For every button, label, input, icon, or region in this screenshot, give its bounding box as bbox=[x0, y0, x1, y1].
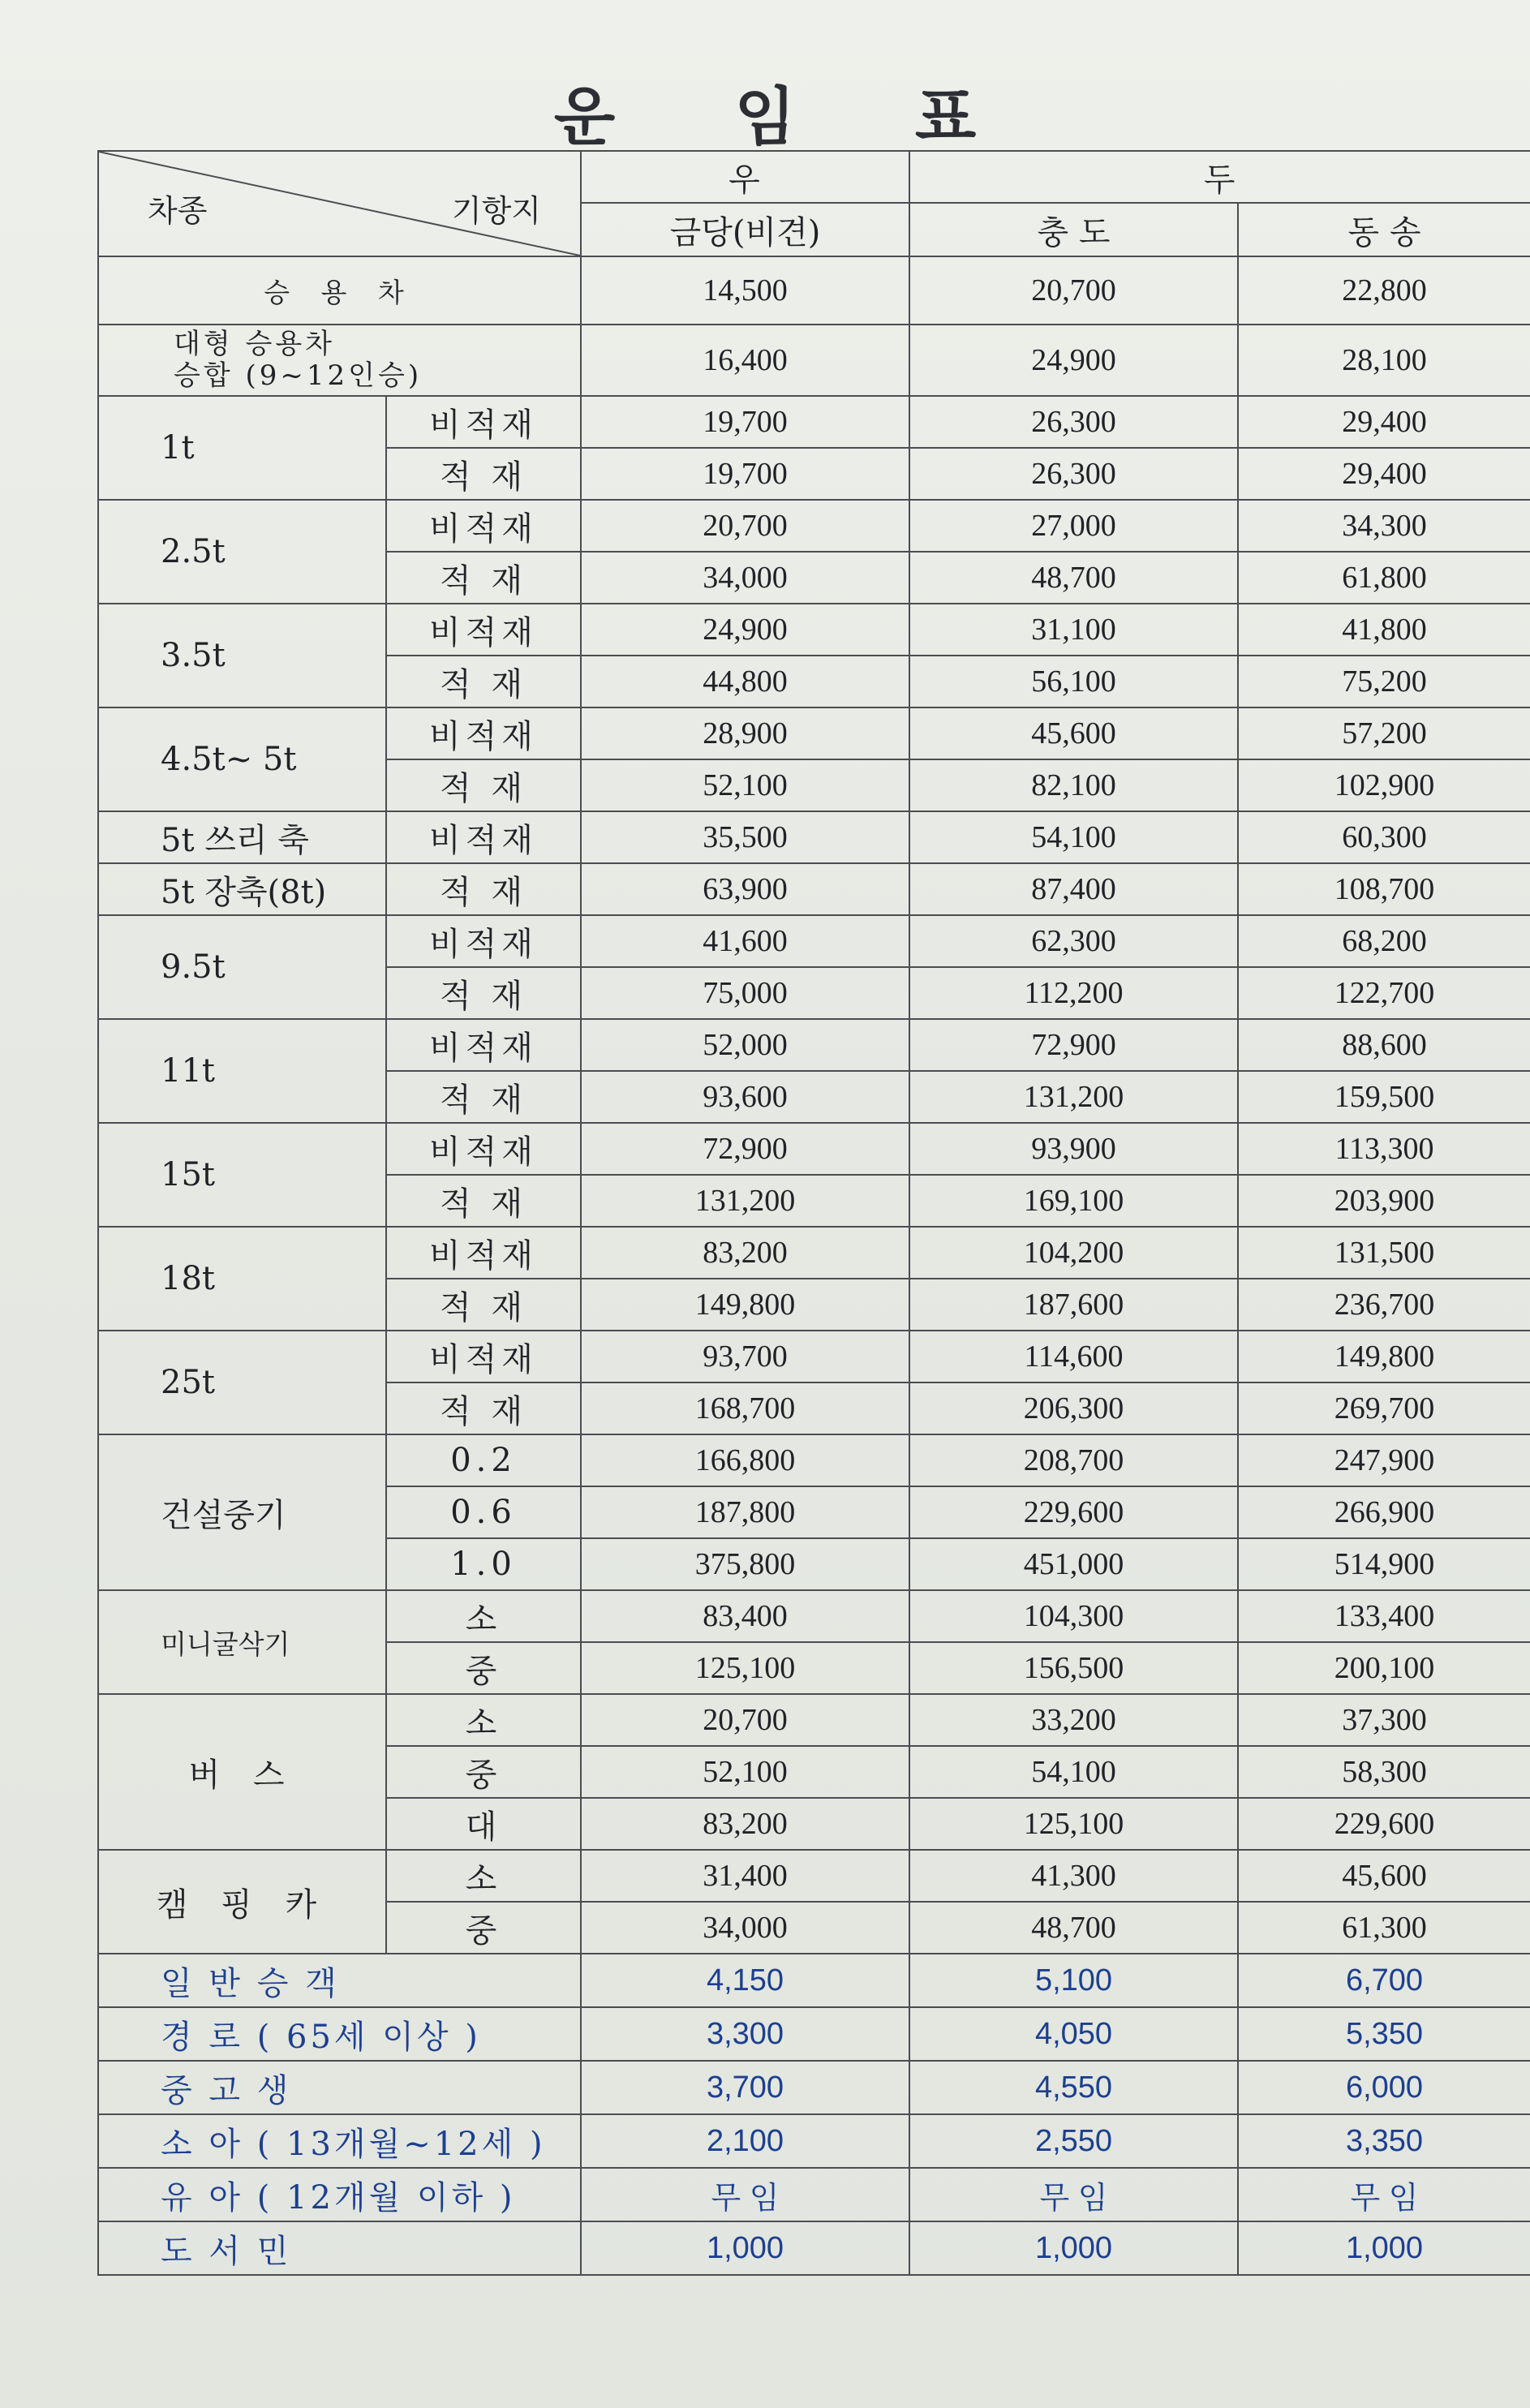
vehicle-type: 캠 핑 카 bbox=[98, 1850, 386, 1954]
fare-value: 19,700 bbox=[581, 396, 909, 448]
load-type: 비적재 bbox=[386, 1123, 581, 1175]
passenger-fare: 6,000 bbox=[1238, 2061, 1530, 2114]
fare-value: 52,100 bbox=[581, 759, 909, 811]
passenger-fare: 1,000 bbox=[1238, 2221, 1530, 2275]
fare-value: 22,800 bbox=[1238, 256, 1530, 325]
fare-value: 156,500 bbox=[909, 1642, 1238, 1694]
vehicle-type: 1t bbox=[98, 396, 386, 500]
fare-value: 41,600 bbox=[581, 915, 909, 967]
fare-value: 20,700 bbox=[581, 500, 909, 552]
fare-value: 269,700 bbox=[1238, 1382, 1530, 1434]
fare-value: 83,400 bbox=[581, 1590, 909, 1642]
destination-header: 금당(비견) bbox=[581, 203, 909, 256]
table-row bbox=[98, 256, 1530, 325]
fare-value: 229,600 bbox=[1238, 1798, 1530, 1850]
vehicle-type: 5t 장축(8t) bbox=[98, 863, 386, 915]
passenger-row bbox=[98, 2061, 1530, 2114]
page-title: 운 임 표 bbox=[553, 80, 977, 154]
load-type: 중 bbox=[386, 1746, 581, 1798]
load-type: 중 bbox=[386, 1902, 581, 1954]
table-row bbox=[98, 325, 1530, 396]
table-row bbox=[98, 1434, 1530, 1486]
fare-value: 83,200 bbox=[581, 1798, 909, 1850]
load-type: 비적재 bbox=[386, 500, 581, 552]
vehicle-type-label: 차종 bbox=[148, 193, 208, 229]
fare-value: 247,900 bbox=[1238, 1434, 1530, 1486]
fare-value: 149,800 bbox=[581, 1279, 909, 1331]
table-row bbox=[98, 500, 1530, 552]
table-row bbox=[98, 1123, 1530, 1175]
fare-value: 33,200 bbox=[909, 1694, 1238, 1746]
fare-value: 169,100 bbox=[909, 1175, 1238, 1227]
table-row bbox=[98, 707, 1530, 759]
vehicle-type-line: 대형 승용차 bbox=[174, 327, 336, 360]
fare-value: 29,400 bbox=[1238, 448, 1530, 500]
fare-value: 102,900 bbox=[1238, 759, 1530, 811]
table-row bbox=[98, 604, 1530, 656]
load-type: 비적재 bbox=[386, 1227, 581, 1279]
vehicle-type: 18t bbox=[98, 1227, 386, 1331]
group-header-right: 두 bbox=[909, 151, 1530, 203]
fare-table bbox=[97, 150, 1530, 2276]
load-type: 대 bbox=[386, 1798, 581, 1850]
fare-value: 68,200 bbox=[1238, 915, 1530, 967]
passenger-type: 유 아 ( 12개월 이하 ) bbox=[98, 2168, 581, 2221]
fare-value: 266,900 bbox=[1238, 1486, 1530, 1538]
passenger-fare-rows bbox=[98, 1954, 1530, 2275]
fare-value: 34,000 bbox=[581, 1902, 909, 1954]
vehicle-type: 건설중기 bbox=[98, 1434, 386, 1590]
vehicle-fare-rows bbox=[98, 256, 1530, 1954]
port-label: 기항지 bbox=[451, 193, 541, 229]
fare-value: 166,800 bbox=[581, 1434, 909, 1486]
fare-value: 112,200 bbox=[909, 967, 1238, 1019]
passenger-fare: 무 임 bbox=[1238, 2168, 1530, 2221]
fare-value: 58,300 bbox=[1238, 1746, 1530, 1798]
fare-value: 52,100 bbox=[581, 1746, 909, 1798]
fare-value: 27,000 bbox=[909, 500, 1238, 552]
fare-value: 54,100 bbox=[909, 811, 1238, 863]
header-corner bbox=[98, 151, 581, 256]
fare-value: 61,800 bbox=[1238, 552, 1530, 604]
passenger-type: 중 고 생 bbox=[98, 2061, 581, 2114]
fare-value: 34,300 bbox=[1238, 500, 1530, 552]
load-type: 적 재 bbox=[386, 1071, 581, 1123]
group-header-left: 우 bbox=[581, 151, 909, 203]
fare-value: 45,600 bbox=[1238, 1850, 1530, 1902]
fare-value: 34,000 bbox=[581, 552, 909, 604]
load-type: 비적재 bbox=[386, 707, 581, 759]
passenger-type: 일 반 승 객 bbox=[98, 1954, 581, 2007]
table-row bbox=[98, 1019, 1530, 1071]
fare-value: 206,300 bbox=[909, 1382, 1238, 1434]
fare-value: 451,000 bbox=[909, 1538, 1238, 1590]
passenger-fare: 3,700 bbox=[581, 2061, 909, 2114]
passenger-fare: 4,150 bbox=[581, 1954, 909, 2007]
fare-value: 88,600 bbox=[1238, 1019, 1530, 1071]
fare-value: 63,900 bbox=[581, 863, 909, 915]
fare-value: 20,700 bbox=[909, 256, 1238, 325]
load-type: 1.0 bbox=[386, 1538, 581, 1590]
fare-value: 131,200 bbox=[909, 1071, 1238, 1123]
passenger-row bbox=[98, 2221, 1530, 2275]
destination-header: 동 송 bbox=[1238, 203, 1530, 256]
fare-value: 375,800 bbox=[581, 1538, 909, 1590]
fare-value: 125,100 bbox=[581, 1642, 909, 1694]
fare-value: 114,600 bbox=[909, 1331, 1238, 1382]
vehicle-type-line: 승합 (9~12인승) bbox=[174, 359, 423, 392]
load-type: 적 재 bbox=[386, 759, 581, 811]
fare-value: 19,700 bbox=[581, 448, 909, 500]
fare-value: 72,900 bbox=[909, 1019, 1238, 1071]
table-row bbox=[98, 1694, 1530, 1746]
fare-value: 159,500 bbox=[1238, 1071, 1530, 1123]
table-row bbox=[98, 1590, 1530, 1642]
fare-value: 28,900 bbox=[581, 707, 909, 759]
load-type: 비적재 bbox=[386, 1331, 581, 1382]
vehicle-type: 버 스 bbox=[98, 1694, 386, 1850]
vehicle-type: 25t bbox=[98, 1331, 386, 1434]
fare-value: 16,400 bbox=[581, 325, 909, 396]
fare-value: 60,300 bbox=[1238, 811, 1530, 863]
fare-value: 61,300 bbox=[1238, 1902, 1530, 1954]
fare-value: 54,100 bbox=[909, 1746, 1238, 1798]
table-row bbox=[98, 811, 1530, 863]
passenger-type: 도 서 민 bbox=[98, 2221, 581, 2275]
load-type: 0.2 bbox=[386, 1434, 581, 1486]
passenger-type: 경 로 ( 65세 이상 ) bbox=[98, 2007, 581, 2061]
load-type: 적 재 bbox=[386, 1175, 581, 1227]
fare-value: 20,700 bbox=[581, 1694, 909, 1746]
fare-value: 48,700 bbox=[909, 1902, 1238, 1954]
fare-value: 113,300 bbox=[1238, 1123, 1530, 1175]
fare-value: 93,700 bbox=[581, 1331, 909, 1382]
passenger-fare: 2,550 bbox=[909, 2114, 1238, 2168]
fare-value: 41,300 bbox=[909, 1850, 1238, 1902]
fare-value: 28,100 bbox=[1238, 325, 1530, 396]
passenger-fare: 3,350 bbox=[1238, 2114, 1530, 2168]
fare-value: 125,100 bbox=[909, 1798, 1238, 1850]
table-row bbox=[98, 863, 1530, 915]
passenger-fare: 4,550 bbox=[909, 2061, 1238, 2114]
fare-value: 44,800 bbox=[581, 656, 909, 707]
fare-value: 208,700 bbox=[909, 1434, 1238, 1486]
fare-value: 26,300 bbox=[909, 396, 1238, 448]
vehicle-type: 11t bbox=[98, 1019, 386, 1123]
load-type: 소 bbox=[386, 1590, 581, 1642]
fare-value: 203,900 bbox=[1238, 1175, 1530, 1227]
fare-value: 31,400 bbox=[581, 1850, 909, 1902]
fare-value: 131,200 bbox=[581, 1175, 909, 1227]
load-type: 비적재 bbox=[386, 1019, 581, 1071]
fare-value: 75,000 bbox=[581, 967, 909, 1019]
passenger-fare: 6,700 bbox=[1238, 1954, 1530, 2007]
passenger-fare: 무 임 bbox=[909, 2168, 1238, 2221]
fare-value: 514,900 bbox=[1238, 1538, 1530, 1590]
fare-value: 229,600 bbox=[909, 1486, 1238, 1538]
load-type: 비적재 bbox=[386, 915, 581, 967]
load-type: 비적재 bbox=[386, 811, 581, 863]
vehicle-type: 15t bbox=[98, 1123, 386, 1227]
fare-value: 122,700 bbox=[1238, 967, 1530, 1019]
load-type: 비적재 bbox=[386, 604, 581, 656]
fare-value: 62,300 bbox=[909, 915, 1238, 967]
passenger-fare: 1,000 bbox=[909, 2221, 1238, 2275]
fare-value: 200,100 bbox=[1238, 1642, 1530, 1694]
vehicle-type: 미니굴삭기 bbox=[98, 1590, 386, 1694]
fare-value: 72,900 bbox=[581, 1123, 909, 1175]
fare-value: 24,900 bbox=[581, 604, 909, 656]
fare-value: 37,300 bbox=[1238, 1694, 1530, 1746]
fare-value: 48,700 bbox=[909, 552, 1238, 604]
fare-value: 187,800 bbox=[581, 1486, 909, 1538]
passenger-row bbox=[98, 2007, 1530, 2061]
destination-header: 충 도 bbox=[909, 203, 1238, 256]
passenger-fare: 1,000 bbox=[581, 2221, 909, 2275]
fare-value: 168,700 bbox=[581, 1382, 909, 1434]
fare-value: 93,600 bbox=[581, 1071, 909, 1123]
vehicle-type: 4.5t~ 5t bbox=[98, 707, 386, 811]
vehicle-type bbox=[98, 325, 581, 396]
passenger-type: 소 아 ( 13개월~12세 ) bbox=[98, 2114, 581, 2168]
passenger-row bbox=[98, 2168, 1530, 2221]
vehicle-type: 5t 쓰리 축 bbox=[98, 811, 386, 863]
table-row bbox=[98, 1850, 1530, 1902]
fare-value: 104,300 bbox=[909, 1590, 1238, 1642]
load-type: 소 bbox=[386, 1850, 581, 1902]
fare-value: 45,600 bbox=[909, 707, 1238, 759]
fare-value: 56,100 bbox=[909, 656, 1238, 707]
table-row bbox=[98, 915, 1530, 967]
fare-value: 82,100 bbox=[909, 759, 1238, 811]
fare-value: 83,200 bbox=[581, 1227, 909, 1279]
load-type: 적 재 bbox=[386, 967, 581, 1019]
table-row bbox=[98, 1227, 1530, 1279]
load-type: 적 재 bbox=[386, 1382, 581, 1434]
passenger-fare: 2,100 bbox=[581, 2114, 909, 2168]
vehicle-type: 9.5t bbox=[98, 915, 386, 1019]
passenger-row bbox=[98, 1954, 1530, 2007]
fare-value: 131,500 bbox=[1238, 1227, 1530, 1279]
fare-value: 93,900 bbox=[909, 1123, 1238, 1175]
vehicle-type: 승 용 차 bbox=[98, 256, 581, 325]
fare-value: 35,500 bbox=[581, 811, 909, 863]
load-type: 중 bbox=[386, 1642, 581, 1694]
fare-value: 57,200 bbox=[1238, 707, 1530, 759]
passenger-fare: 무 임 bbox=[581, 2168, 909, 2221]
passenger-row bbox=[98, 2114, 1530, 2168]
load-type: 비적재 bbox=[386, 396, 581, 448]
fare-value: 24,900 bbox=[909, 325, 1238, 396]
fare-value: 108,700 bbox=[1238, 863, 1530, 915]
fare-value: 26,300 bbox=[909, 448, 1238, 500]
fare-value: 149,800 bbox=[1238, 1331, 1530, 1382]
load-type: 적 재 bbox=[386, 552, 581, 604]
fare-value: 187,600 bbox=[909, 1279, 1238, 1331]
fare-value: 31,100 bbox=[909, 604, 1238, 656]
fare-value: 14,500 bbox=[581, 256, 909, 325]
load-type: 적 재 bbox=[386, 863, 581, 915]
passenger-fare: 4,050 bbox=[909, 2007, 1238, 2061]
fare-value: 75,200 bbox=[1238, 656, 1530, 707]
vehicle-type: 2.5t bbox=[98, 500, 386, 604]
load-type: 0.6 bbox=[386, 1486, 581, 1538]
load-type: 소 bbox=[386, 1694, 581, 1746]
load-type: 적 재 bbox=[386, 656, 581, 707]
load-type: 적 재 bbox=[386, 448, 581, 500]
load-type: 적 재 bbox=[386, 1279, 581, 1331]
table-row bbox=[98, 396, 1530, 448]
fare-value: 87,400 bbox=[909, 863, 1238, 915]
fare-value: 133,400 bbox=[1238, 1590, 1530, 1642]
fare-value: 104,200 bbox=[909, 1227, 1238, 1279]
fare-value: 236,700 bbox=[1238, 1279, 1530, 1331]
fare-value: 52,000 bbox=[581, 1019, 909, 1071]
passenger-fare: 3,300 bbox=[581, 2007, 909, 2061]
vehicle-type: 3.5t bbox=[98, 604, 386, 707]
passenger-fare: 5,100 bbox=[909, 1954, 1238, 2007]
fare-value: 29,400 bbox=[1238, 396, 1530, 448]
fare-value: 41,800 bbox=[1238, 604, 1530, 656]
table-row bbox=[98, 1331, 1530, 1382]
passenger-fare: 5,350 bbox=[1238, 2007, 1530, 2061]
